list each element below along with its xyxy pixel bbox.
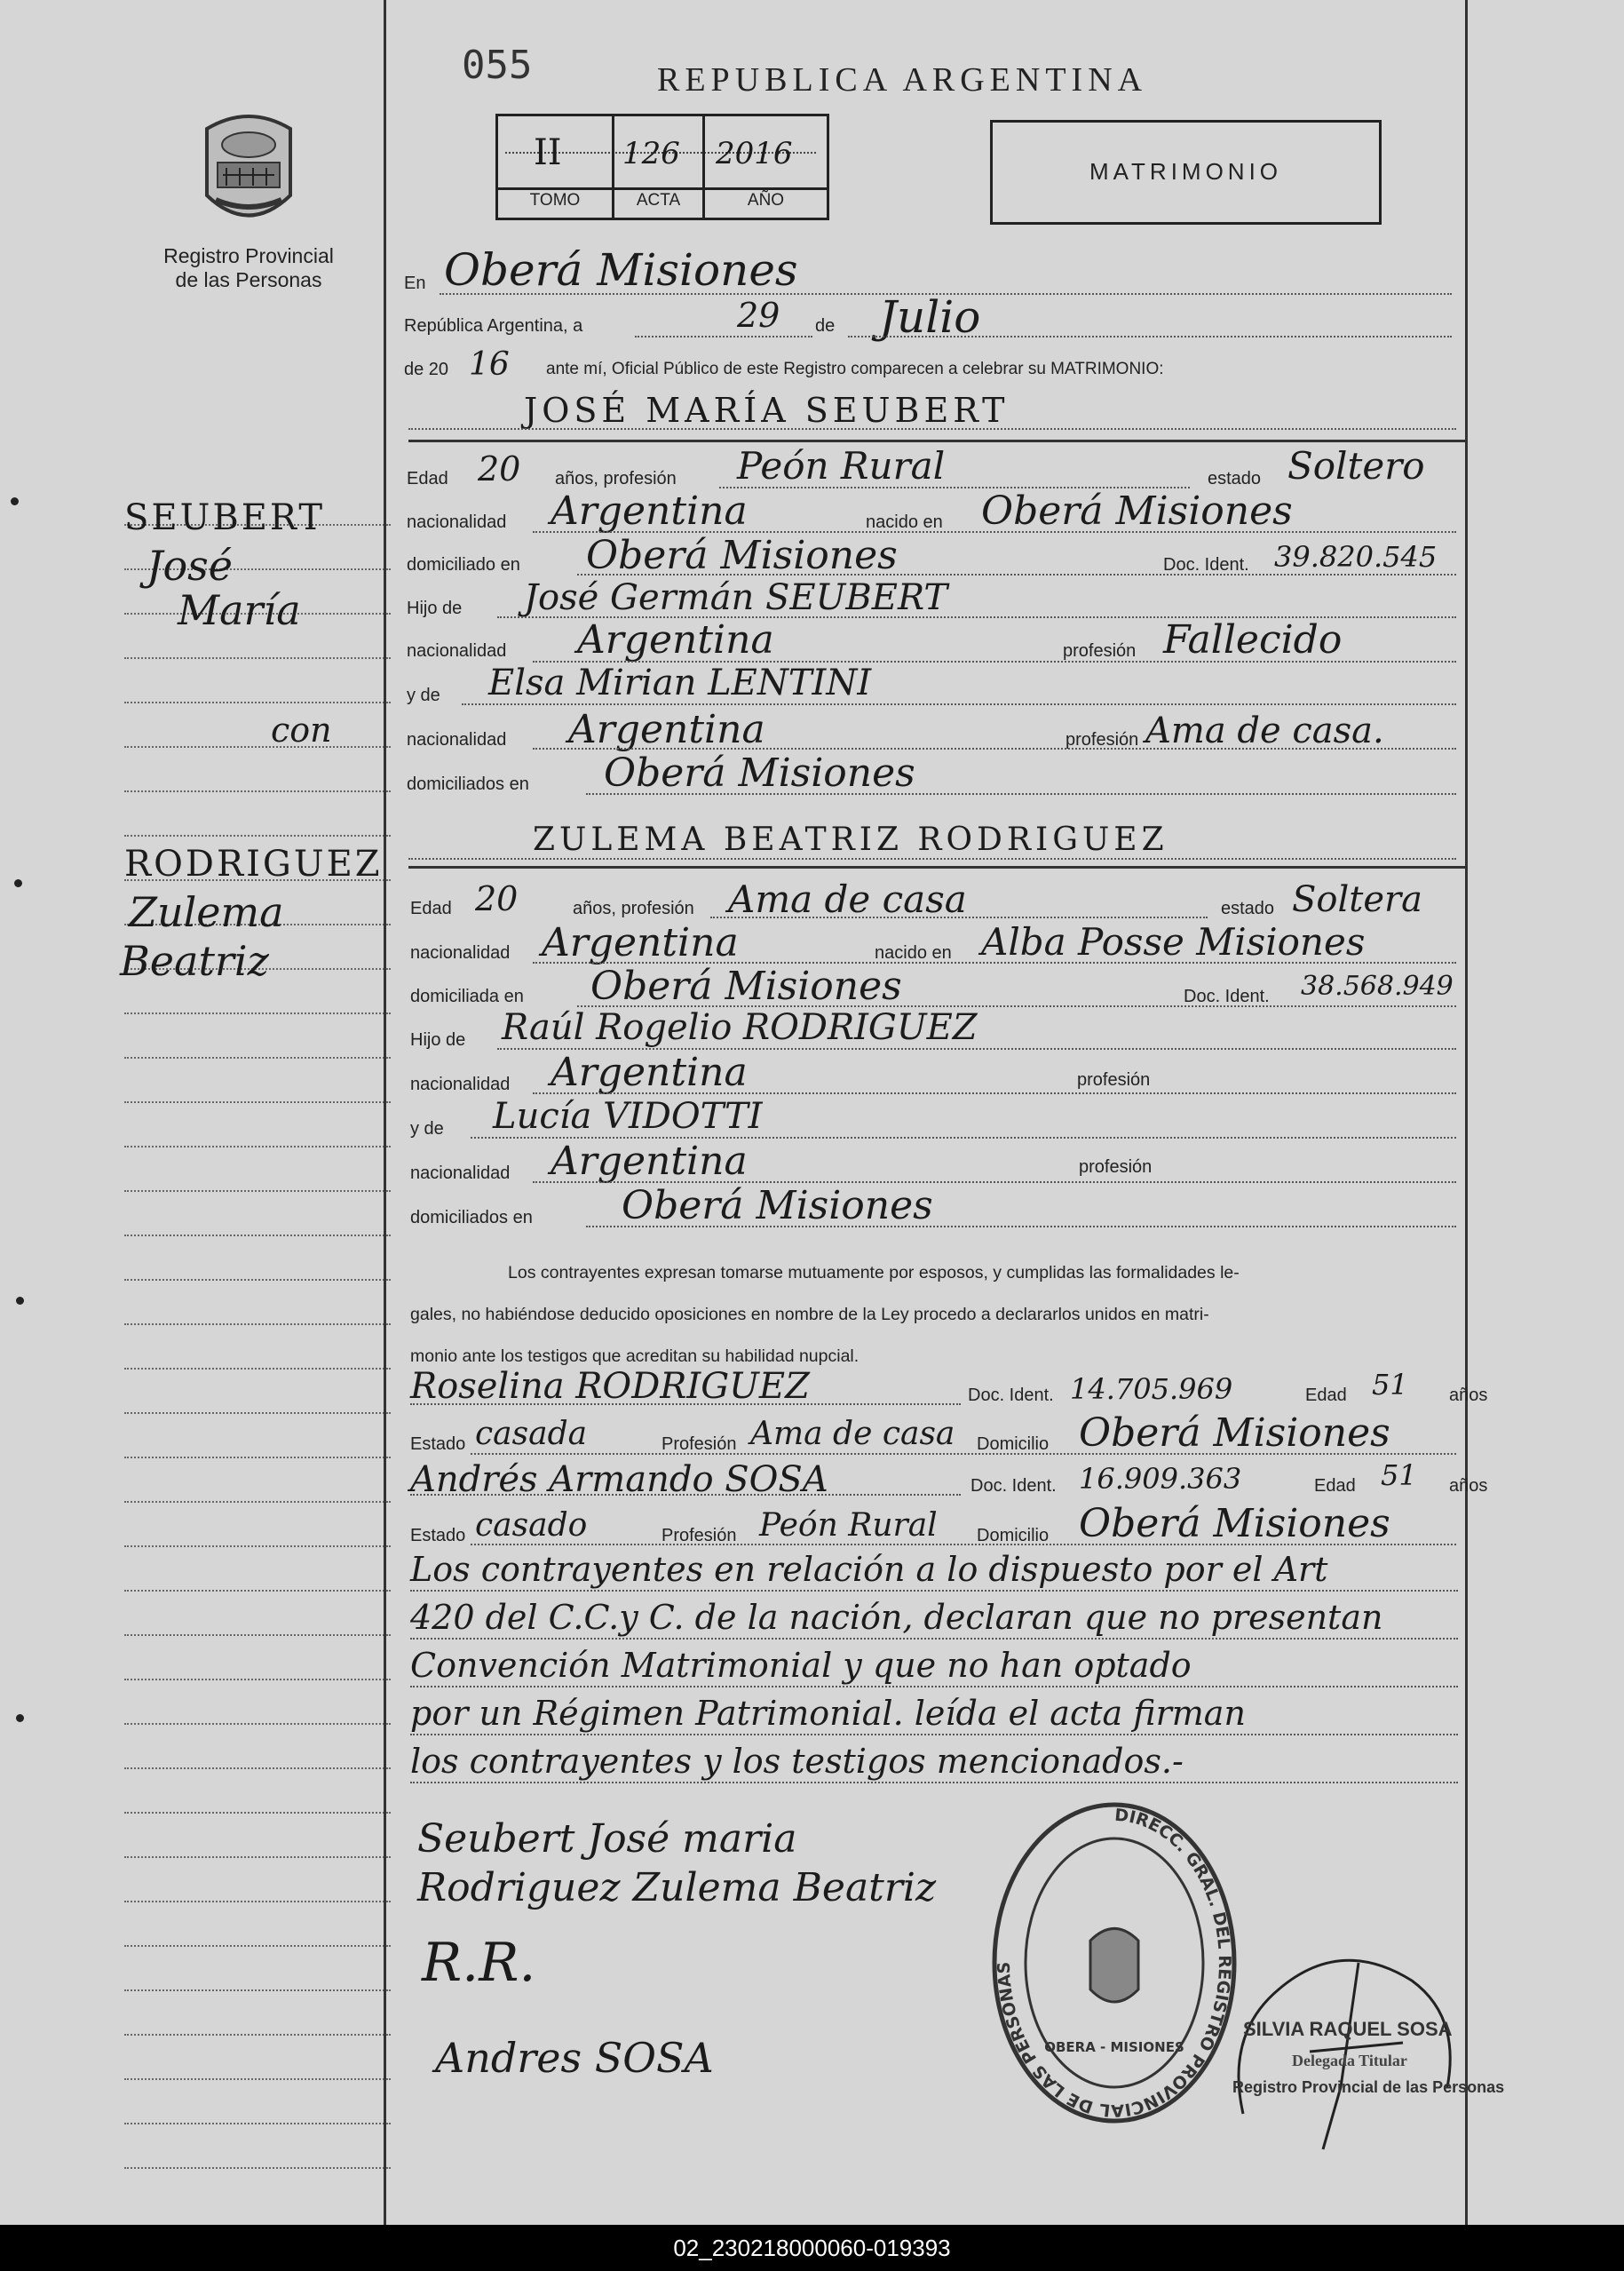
groom-hijo-de-label: Hijo de	[407, 599, 463, 618]
witness1-anos-label: años	[1449, 1386, 1488, 1405]
bride-father-profesion-label: profesión	[1077, 1070, 1151, 1090]
margin-ruled-line	[124, 1856, 391, 1858]
groom-father-nacionalidad-label: nacionalidad	[407, 641, 507, 661]
margin-ruled-line	[124, 657, 391, 659]
bride-edad-label: Edad	[410, 899, 452, 918]
groom-father: José Germán SEUBERT	[524, 577, 948, 618]
intro-statement: ante mí, Oficial Público de este Registro comparecen a celebrar su MATRIMONIO:	[546, 360, 1164, 378]
margin-groom-name1: José	[147, 542, 233, 590]
margin-ruled-line	[124, 1101, 391, 1103]
margin-ruled-line	[124, 790, 391, 792]
binding-hole	[14, 879, 22, 887]
official-office: Registro Provincial de las Personas	[1232, 2078, 1505, 2096]
witness2-domicilio-label: Domicilio	[977, 1526, 1050, 1545]
margin-ruled-line	[124, 1279, 391, 1281]
bride-nationality: Argentina	[542, 920, 739, 965]
groom-civil-status: Soltero	[1287, 444, 1425, 488]
declaration-line3: monio ante los testigos que acreditan su habilidad nupcial.	[410, 1346, 860, 1366]
margin-ruled-line	[124, 1812, 391, 1814]
margin-ruled-line	[124, 835, 391, 837]
bride-father: Raúl Rogelio RODRIGUEZ	[502, 1007, 978, 1048]
witness1-age: 51	[1372, 1368, 1408, 1402]
intro-place: Oberá Misiones	[444, 244, 798, 296]
margin-ruled-line	[124, 1590, 391, 1592]
intro-day: 29	[737, 296, 780, 335]
document-footer-code: 02_230218000060-019393	[0, 2225, 1624, 2271]
witness1-estado-label: Estado	[410, 1434, 466, 1454]
bride-mother-nationality: Argentina	[551, 1139, 748, 1184]
signature-witness1: R.R.	[422, 1932, 536, 1994]
bride-civil-status: Soltera	[1292, 879, 1422, 920]
bride-domiciliada-label: domiciliada en	[410, 987, 524, 1006]
witness2-estado-label: Estado	[410, 1526, 466, 1545]
groom-profession: Peón Rural	[737, 444, 946, 488]
margin-ruled-line	[124, 2078, 391, 2080]
bride-full-name: ZULEMA BEATRIZ RODRIGUEZ	[533, 822, 1168, 858]
bride-birthplace: Alba Posse Misiones	[981, 920, 1366, 964]
bride-father-nacionalidad-label: nacionalidad	[410, 1075, 511, 1094]
margin-ruled-line	[124, 702, 391, 703]
groom-section-divider	[408, 440, 1465, 442]
witness2-name: Andrés Armando SOSA	[410, 1459, 828, 1500]
bride-anos-profesion-label: años, profesión	[573, 899, 694, 918]
margin-connector: con	[271, 711, 332, 750]
registry-stamp-icon	[986, 1794, 1243, 2132]
tomo-value: II	[534, 132, 562, 173]
groom-nationality: Argentina	[551, 488, 748, 534]
witness2-doc: 16.909.363	[1079, 1462, 1242, 1496]
signature-witness2: Andres SOSA	[435, 2034, 714, 2082]
witness2-civil-status: casado	[475, 1507, 588, 1544]
witness1-domicile: Oberá Misiones	[1079, 1410, 1390, 1456]
declaration-line1: Los contrayentes expresan tomarse mutuamente por esposos, y cumplidas las formalidades le-	[508, 1263, 1240, 1282]
margin-ruled-line	[124, 1368, 391, 1370]
bride-hijo-de-label: Hijo de	[410, 1030, 466, 1050]
margin-ruled-line	[124, 746, 391, 748]
margin-ruled-line	[124, 1057, 391, 1059]
registry-name-line2: de las Personas	[175, 268, 322, 291]
groom-edad-label: Edad	[407, 469, 448, 488]
bride-doc-label: Doc. Ident.	[1184, 987, 1270, 1006]
bride-nacido-en-label: nacido en	[875, 943, 952, 963]
witness2-domicile: Oberá Misiones	[1079, 1501, 1390, 1546]
bride-estado-label: estado	[1221, 899, 1275, 918]
witness1-domicilio-label: Domicilio	[977, 1434, 1050, 1454]
volume-box	[495, 114, 829, 220]
bride-parents-domicile: Oberá Misiones	[622, 1183, 933, 1228]
witness2-profesion-label: Profesión	[661, 1526, 737, 1545]
tomo-label: TOMO	[529, 191, 581, 210]
republica-label: República Argentina, a	[404, 316, 583, 336]
binding-hole	[16, 1297, 24, 1305]
margin-ruled-line	[124, 2123, 391, 2124]
intro-month: Julio	[879, 291, 981, 343]
witness2-anos-label: años	[1449, 1476, 1488, 1496]
groom-mother-profesion-label: profesión	[1066, 730, 1139, 750]
handwritten-notes	[410, 1545, 1382, 1785]
record-type-box	[990, 120, 1382, 225]
bride-domicile: Oberá Misiones	[590, 964, 902, 1009]
margin-groom-surname: SEUBERT	[124, 497, 325, 538]
margin-bride-name2: Beatriz	[120, 937, 269, 985]
signature-bride: Rodriguez Zulema Beatriz	[417, 1865, 937, 1910]
year-prefix: de 20	[404, 360, 449, 379]
groom-nacido-en-label: nacido en	[866, 512, 943, 532]
binding-hole	[11, 497, 19, 505]
notes-line2: 420 del C.C.y C. de la nación, declaran que no presentan	[410, 1598, 1383, 1637]
groom-parents-domicile: Oberá Misiones	[604, 750, 915, 796]
margin-ruled-line	[124, 1767, 391, 1769]
witness1-doc: 14.705.969	[1070, 1372, 1233, 1406]
margin-ruled-line	[124, 1457, 391, 1458]
margin-ruled-line	[124, 1323, 391, 1325]
notes-line3: Convención Matrimonial y que no han optado	[410, 1646, 1192, 1685]
signature-groom: Seubert José maria	[417, 1816, 797, 1862]
bride-section-divider	[408, 866, 1465, 869]
bride-nacionalidad-label: nacionalidad	[410, 943, 511, 963]
margin-ruled-line	[124, 1012, 391, 1014]
witness2-edad-label: Edad	[1314, 1476, 1356, 1496]
margin-ruled-line	[124, 1412, 391, 1414]
bride-domiciliados-label: domiciliados en	[410, 1208, 533, 1227]
bride-mother: Lucía VIDOTTI	[493, 1096, 763, 1137]
country-title: REPUBLICA ARGENTINA	[657, 61, 1148, 99]
margin-ruled-line	[124, 1945, 391, 1947]
groom-domicile: Oberá Misiones	[586, 533, 898, 578]
official-name: SILVIA RAQUEL SOSA	[1243, 2018, 1453, 2040]
groom-birthplace: Oberá Misiones	[981, 488, 1293, 534]
witness2-doc-label: Doc. Ident.	[970, 1476, 1057, 1496]
bride-y-de-label: y de	[410, 1119, 444, 1139]
groom-estado-label: estado	[1208, 469, 1262, 488]
intro-year: 16	[469, 346, 510, 383]
binding-hole	[16, 1714, 24, 1722]
declaration-line2: gales, no habiéndose deducido oposiciones en nombre de la Ley procedo a declararlos unidos en matri-	[410, 1305, 1209, 1324]
witness1-profession: Ama de casa	[750, 1416, 955, 1452]
groom-doc: 39.820.545	[1274, 540, 1438, 574]
witness1-civil-status: casada	[475, 1416, 588, 1452]
margin-ruled-line	[124, 1634, 391, 1636]
margin-ruled-line	[124, 2167, 391, 2169]
page-number: 055	[462, 43, 533, 88]
margin-ruled-line	[124, 1501, 391, 1503]
margin-bride-surname: RODRIGUEZ	[124, 844, 383, 885]
groom-y-de-label: y de	[407, 686, 440, 705]
margin-ruled-line	[124, 1989, 391, 1991]
groom-father-profesion-label: profesión	[1063, 641, 1137, 661]
witness2-profession: Peón Rural	[759, 1507, 938, 1544]
en-label: En	[404, 274, 426, 293]
groom-full-name: JOSÉ MARÍA SEUBERT	[524, 391, 1010, 430]
witness1-edad-label: Edad	[1305, 1386, 1347, 1405]
notes-line4: por un Régimen Patrimonial. leída el acta firman	[410, 1694, 1246, 1733]
margin-ruled-line	[124, 1679, 391, 1680]
witness1-name: Roselina RODRIGUEZ	[410, 1366, 810, 1407]
acta-label: ACTA	[636, 191, 681, 210]
notes-line5: los contrayentes y los testigos mencionados.-	[410, 1742, 1184, 1781]
margin-ruled-line	[124, 1190, 391, 1192]
margin-ruled-line	[124, 1235, 391, 1236]
notes-line1: Los contrayentes en relación a lo dispuesto por el Art	[410, 1550, 1328, 1589]
stamp-inner-text: OBERA - MISIONES	[1044, 2039, 1184, 2055]
official-title: Delegada Titular	[1292, 2052, 1407, 2069]
margin-ruled-line	[124, 1723, 391, 1725]
main-right-border	[1465, 0, 1468, 2225]
groom-age: 20	[478, 449, 521, 488]
margin-bride-name1: Zulema	[129, 888, 284, 936]
margin-ruled-line	[124, 1146, 391, 1147]
bride-mother-nacionalidad-label: nacionalidad	[410, 1163, 511, 1183]
groom-doc-label: Doc. Ident.	[1163, 555, 1249, 575]
record-type: MATRIMONIO	[1089, 158, 1283, 185]
witness2-age: 51	[1381, 1458, 1417, 1492]
groom-father-nationality: Argentina	[577, 617, 774, 663]
groom-nacionalidad-label: nacionalidad	[407, 512, 507, 532]
provincial-seal-icon	[191, 111, 306, 231]
acta-value: 126	[622, 136, 680, 171]
stamp-ring-text: DIRECC. GRAL. DEL REGISTRO PROVINCIAL DE LAS PERSONAS	[994, 1805, 1234, 2121]
bride-age: 20	[475, 879, 519, 918]
groom-mother-nationality: Argentina	[568, 707, 765, 752]
groom-domiciliado-label: domiciliado en	[407, 555, 520, 575]
bride-doc: 38.568.949	[1301, 971, 1454, 1002]
ano-label: AÑO	[747, 191, 785, 210]
groom-mother-profession: Ama de casa.	[1145, 711, 1384, 751]
groom-mother-nacionalidad-label: nacionalidad	[407, 730, 507, 750]
registry-name	[142, 244, 355, 292]
main-left-border	[384, 0, 386, 2225]
declaration	[410, 1252, 1449, 1378]
margin-ruled-line	[124, 1545, 391, 1547]
groom-mother: Elsa Mirian LENTINI	[488, 663, 872, 703]
witness1-profesion-label: Profesión	[661, 1434, 737, 1454]
witness1-doc-label: Doc. Ident.	[968, 1386, 1054, 1405]
registry-name-line1: Registro Provincial	[163, 244, 334, 267]
margin-ruled-line	[124, 1901, 391, 1902]
groom-domiciliados-label: domiciliados en	[407, 774, 529, 794]
bride-profession: Ama de casa	[728, 877, 967, 921]
bride-father-nationality: Argentina	[551, 1050, 748, 1095]
groom-anos-profesion-label: años, profesión	[555, 469, 677, 488]
bride-mother-profesion-label: profesión	[1079, 1157, 1153, 1177]
intro-de-label: de	[815, 316, 836, 336]
groom-father-profession: Fallecido	[1163, 617, 1343, 663]
ano-value: 2016	[716, 136, 793, 171]
margin-ruled-line	[124, 2034, 391, 2036]
margin-groom-name2: María	[178, 586, 301, 634]
